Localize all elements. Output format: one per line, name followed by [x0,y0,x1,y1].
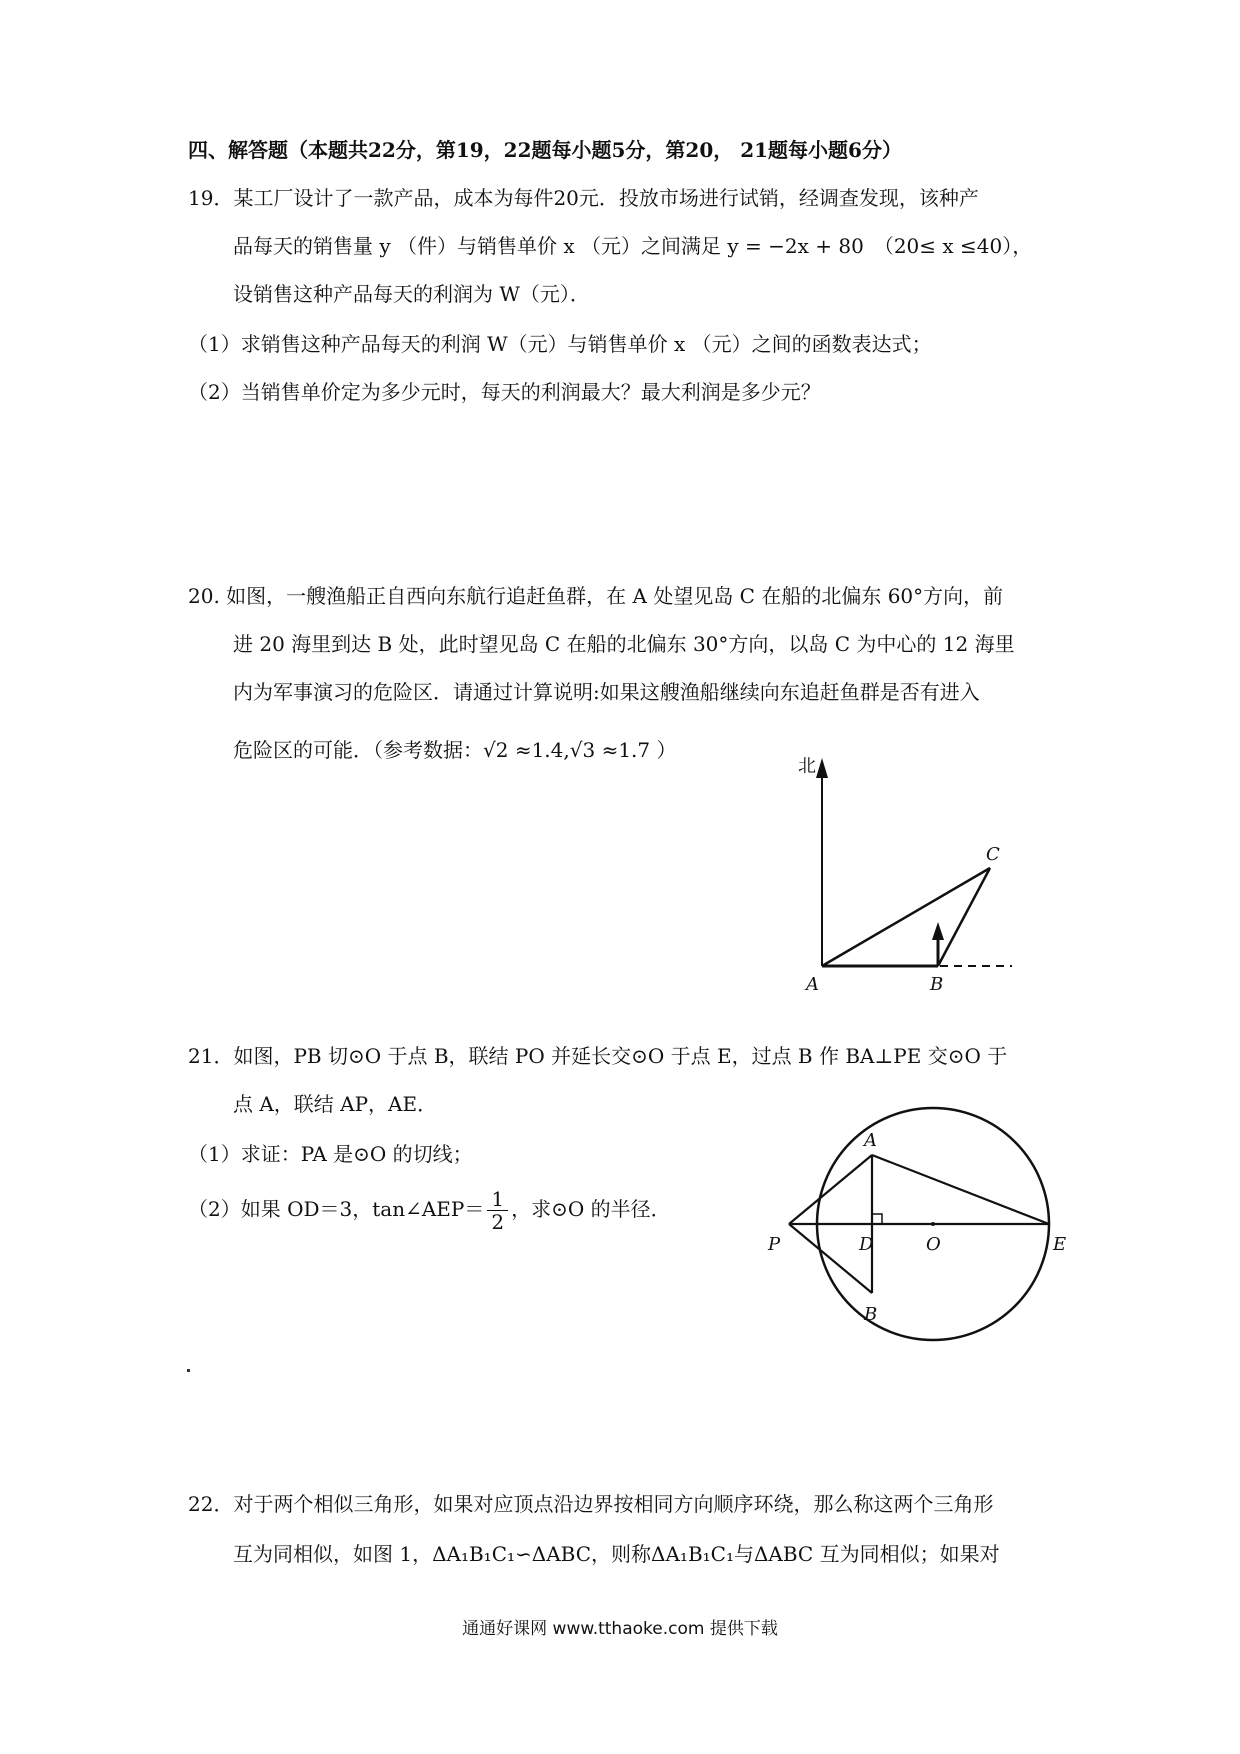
fraction-denominator: 2 [491,1210,505,1234]
fraction [487,1188,508,1233]
q22-line-1: 22．对于两个相似三角形，如果对应顶点沿边界按相同方向顺序环绕，那么称这两个三角形 [188,1492,994,1516]
q19-part-2: （2）当销售单价定为多少元时，每天的利润最大？最大利润是多少元？ [188,380,821,404]
north-label: 北 [798,756,816,777]
q20-line-2: 进 20 海里到达 B 处，此时望见岛 C 在船的北偏东 30°方向，以岛 C 为中心的 12 海里 [233,632,1015,656]
label-o: O [926,1234,941,1255]
center-dot [931,1222,935,1226]
q19-line-3: 设销售这种产品每天的利润为 W（元）． [233,282,590,306]
q21-part-2-prefix: （2）如果 OD＝3，tan∠AEP＝ [188,1197,485,1221]
north-arrowhead [816,758,828,778]
label-a: A [806,974,819,995]
label-e: E [1053,1234,1067,1255]
q20-line-1: 20. 如图，一艘渔船正自西向东航行追赶鱼群，在 A 处望见岛 C 在船的北偏东 60°方向，前 [188,584,1004,608]
q20-line-4: 危险区的可能．（参考数据：√2 ≈1.4,√3 ≈1.7 ） [233,738,677,762]
q22-line-2: 互为同相似，如图 1，ΔA₁B₁C₁∽ΔABC，则称ΔA₁B₁C₁与ΔABC 互为同相似；如果对 [233,1542,1000,1566]
q21-line-2: 点 A，联结 AP，AE． [233,1092,438,1116]
q19-part-1: （1）求销售这种产品每天的利润 W（元）与销售单价 x （元）之间的函数表达式； [188,332,932,356]
fraction-numerator: 1 [487,1188,508,1211]
q21-part-2-suffix: ，求⊙O 的半径． [511,1197,671,1221]
segment-ae [872,1155,1049,1224]
label-p: P [768,1234,781,1255]
right-angle-mark [872,1214,882,1224]
label-a: A [864,1130,877,1151]
q19-line-2: 品每天的销售量 y （件）与销售单价 x （元）之间满足 y = −2x + 80 （20≤ x ≤40）， [233,234,1033,258]
page-footer: 通通好课网 www.tthaoke.com 提供下载 [462,1619,778,1639]
stray-dot [187,1369,190,1372]
b-north-arrowhead [932,922,944,940]
section-heading: 四、解答题（本题共22分，第19，22题每小题5分，第20， 21题每小题6分） [188,138,902,162]
q21-part-2 [188,1188,671,1233]
label-b: B [864,1304,878,1325]
q19-line-1: 19．某工厂设计了一款产品，成本为每件20元．投放市场进行试销，经调查发现，该种产 [188,186,979,210]
label-c: C [986,844,1000,865]
label-d: D [859,1234,874,1255]
q20-line-3: 内为军事演习的危险区．请通过计算说明:如果这艘渔船继续向东追赶鱼群是否有进入 [233,680,980,704]
q21-figure [760,1120,1067,1340]
q20-figure [790,750,1050,1000]
q21-line-1: 21．如图，PB 切⊙O 于点 B，联结 PO 并延长交⊙O 于点 E，过点 B 作 BA⊥PE 交⊙O 于 [188,1044,1008,1068]
label-b: B [930,974,944,995]
q21-part-1: （1）求证：PA 是⊙O 的切线； [188,1142,473,1166]
segment-pa [789,1155,872,1224]
